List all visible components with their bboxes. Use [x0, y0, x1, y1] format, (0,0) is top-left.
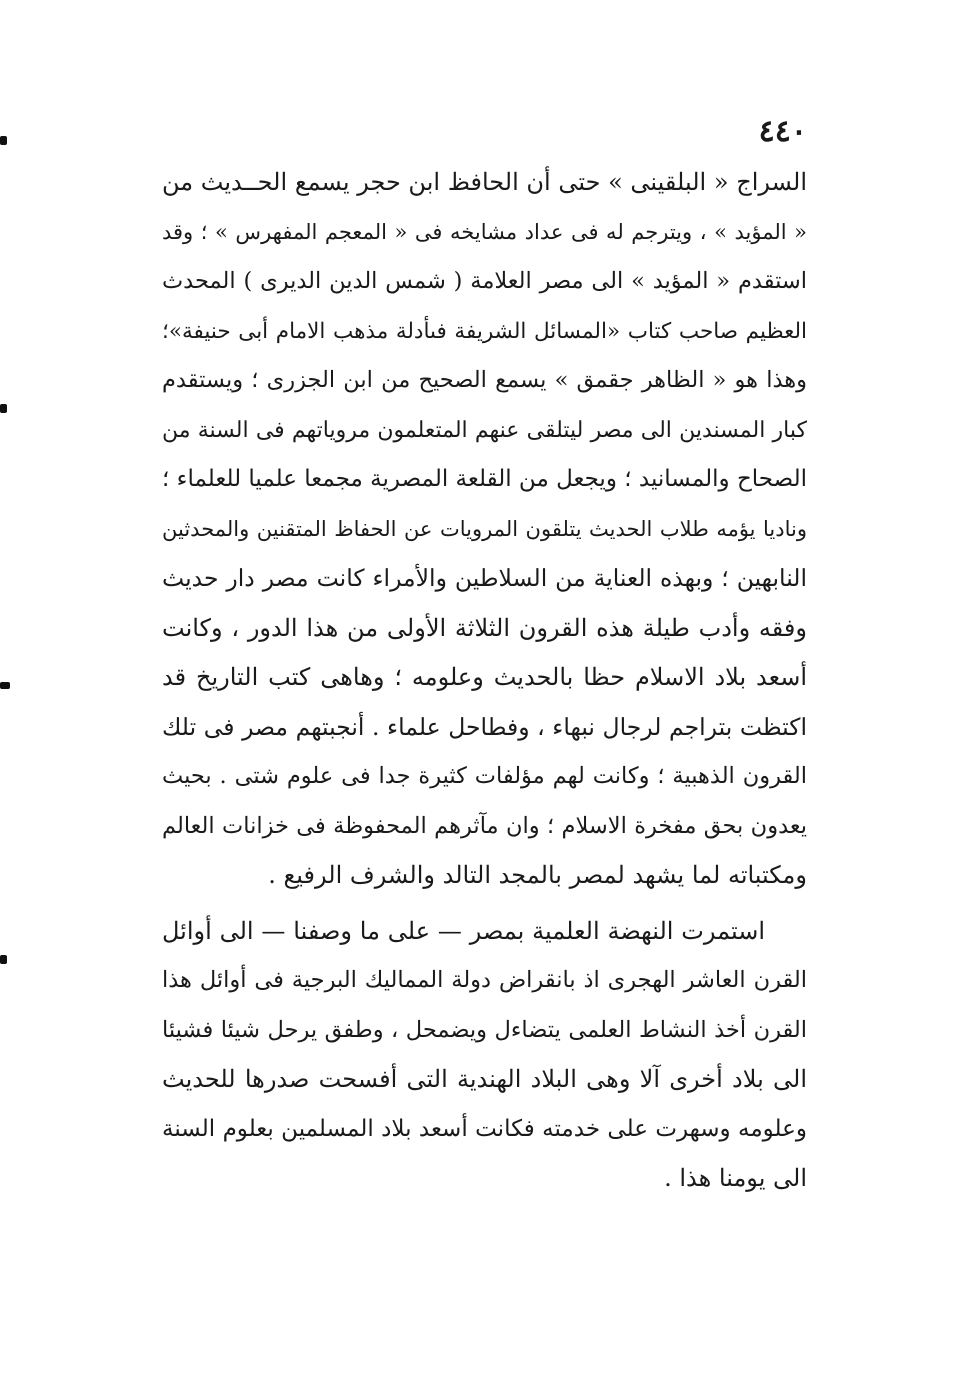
text-line: الى بلاد أخرى آلا وهى البلاد الهندية التى أفسحت صدرها للحديث — [162, 1065, 807, 1093]
text-line: استقدم « المؤيد » الى مصر العلامة ( شمس الدين الديرى ) المحدث — [162, 268, 807, 294]
text-line: النابهين ؛ وبهذه العناية من السلاطين والأمراء كانت مصر دار حديث — [162, 564, 807, 592]
text-line: استمرت النهضة العلمية بمصر — على ما وصفنا — الى أوائل — [162, 916, 765, 945]
page-number: ٤٤٠ — [758, 114, 807, 149]
text-line: وناديا يؤمه طلاب الحديث يتلقون المرويات عن الحفاظ المتقنين والمحدثين — [162, 516, 807, 541]
paragraph-2 — [162, 907, 807, 1204]
body-text — [162, 158, 807, 1204]
text-line: القرن العاشر الهجرى اذ بانقراض دولة المماليك البرجية فى أوائل هذا — [162, 967, 807, 993]
text-line: وفقه وأدب طيلة هذه القرون الثلاثة الأولى من هذا الدور ، وكانت — [162, 613, 807, 642]
text-line: العظيم صاحب كتاب «المسائل الشريفة فىأدلة مذهب الامام أبى حنيفة»؛ — [162, 318, 807, 344]
margin-binding-mark — [0, 136, 7, 145]
text-line: السراج « البلقينى » حتى أن الحافظ ابن حجر يسمع الحــديث من — [162, 168, 808, 196]
text-line: « المؤيد » ، ويترجم له فى عداد مشايخه فى « المعجم المفهرس » ؛ وقد — [162, 219, 807, 244]
text-line: القرن أخذ النشاط العلمى يتضاءل ويضمحل ، وطفق يرحل شيئا فشيئا — [162, 1016, 807, 1043]
paragraph-1 — [162, 158, 807, 901]
margin-binding-mark — [0, 682, 10, 689]
margin-binding-mark — [0, 955, 7, 964]
text-line: ومكتباته لما يشهد لمصر بالمجد التالد والشرف الرفيع . — [268, 861, 807, 889]
margin-binding-mark — [0, 404, 7, 413]
text-line: اكتظت بتراجم لرجال نبهاء ، وفطاحل علماء . أنجبتهم مصر فى تلك — [162, 712, 807, 741]
text-line: يعدون بحق مفخرة الاسلام ؛ وان مآثرهم المحفوظة فى خزانات العالم — [162, 812, 807, 839]
text-line: كبار المسندين الى مصر ليتلقى عنهم المتعلمون مروياتهم فى السنة من — [162, 417, 807, 443]
text-line: وهذا هو « الظاهر جقمق » يسمع الصحيح من ابن الجزرى ؛ ويستقدم — [162, 367, 807, 393]
text-line: الصحاح والمسانيد ؛ ويجعل من القلعة المصرية مجمعا علميا للعلماء ؛ — [162, 466, 807, 492]
text-line: الى يومنا هذا . — [664, 1164, 807, 1192]
text-line: القرون الذهبية ؛ وكانت لهم مؤلفات كثيرة جدا فى علوم شتى . بحيث — [162, 763, 807, 789]
text-line: أسعد بلاد الاسلام حظا بالحديث وعلومه ؛ وهاهى كتب التاريخ قد — [162, 663, 807, 691]
text-line: وعلومه وسهرت على خدمته فكانت أسعد بلاد المسلمين بعلوم السنة — [162, 1115, 807, 1142]
